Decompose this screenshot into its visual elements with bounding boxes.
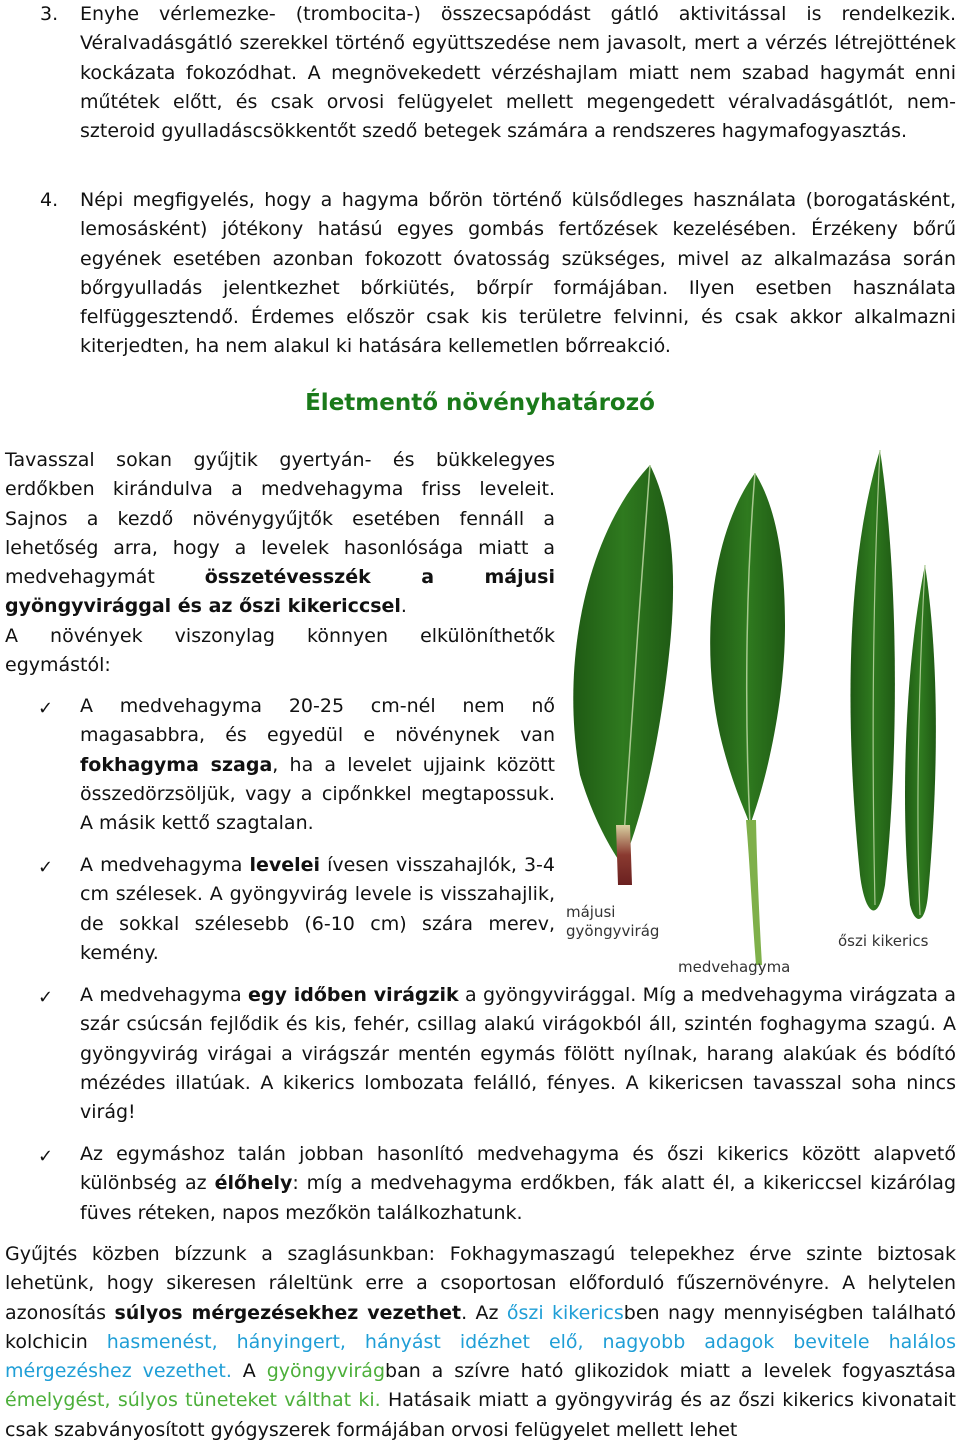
- lily-of-the-valley-stem: [616, 825, 632, 885]
- checkmark-icon: ✓: [38, 857, 54, 878]
- bullet-item: [0, 981, 956, 1127]
- label-lily-of-the-valley: májusi gyöngyvirág: [566, 903, 660, 940]
- autumn-crocus-leaf: [850, 450, 894, 910]
- bullet-text: Az egymáshoz talán jobban hasonlító medvehagyma és őszi kikerics között alapvető különbség az élőhely: míg a medvehagyma erdőkben, fák alatt él, a kikericcsel kizárólag füves réteken, napos mezőkön találkozhatunk.: [80, 1143, 957, 1224]
- intro-paragraph: Tavasszal sokan gyűjtik gyertyán- és bükkelegyes erdőkben kirándulva a medvehagyma friss leveleit. Sajnos a kezdő növénygyűjtők esetében fennáll a lehetőség arra, hogy a levelek hasonlósága miatt a medvehagymát összetévesszék a májusi gyöngyvirággal és az őszi kikericcsel.: [5, 449, 555, 618]
- label-autumn-crocus: őszi kikerics: [838, 932, 929, 950]
- plant-comparison-photo: [560, 445, 960, 990]
- bullet-item: [0, 851, 555, 968]
- lily-of-the-valley-leaf: [573, 465, 673, 865]
- autumn-crocus-leaf: [905, 565, 936, 919]
- bullet-text: A medvehagyma egy időben virágzik a gyöngyvirággal. Míg a medvehagyma virágzata a szár csúcsán fejlődik és kis, fehér, csillag alakú virágokból áll, szintén foghagyma szagú. A gyöngyvirág virágai a virágszár mentén egymás fölött nyílnak, harang alakúak és bódító mézédes illatúak. A kikerics lombozata felálló, fényes. A kikericsen tavasszal soha nincs virág!: [80, 984, 956, 1124]
- list-number: 3.: [40, 3, 59, 25]
- checkmark-icon: ✓: [38, 1146, 54, 1167]
- section-title: Életmentő növényhatározó: [305, 390, 655, 416]
- list-number: 4.: [40, 189, 59, 211]
- checkmark-icon: ✓: [38, 987, 54, 1008]
- list-item-4: [0, 186, 956, 362]
- intro-paragraph: A növények viszonylag könnyen elkülöníthetők egymástól:: [5, 624, 555, 677]
- bullet-item: [0, 1140, 956, 1228]
- bullet-text: A medvehagyma levelei ívesen visszahajlók, 3-4 cm szélesek. A gyöngyvirág levele is visszahajlik, de sokkal szélesebb (6-10 cm) szára merev, kemény.: [80, 854, 555, 964]
- closing-text: Gyűjtés közben bízzunk a szaglásunkban: Fokhagymaszagú telepekhez érve szinte biztosak lehetünk, hogy sikeresen ráleltünk erre a csoportosan előforduló fűszernövényre. A helytelen azonosítás súlyos mérgezésekhez vezethet. Az őszi kikericsben nagy mennyiségben található kolchicin hasmenést, hányingert, hányást idézhet elő, nagyobb adagok bevitele halálos mérgezéshez vezethet. A gyöngyvirágban a szívre ható glikozidok miatt a levelek fogyasztása émelygést, súlyos tüneteket válthat ki. Hatásaik miatt a gyöngyvirág és az őszi kikerics kivonatait csak szabványosított gyógyszerek formájában orvosi felügyelet mellett lehet: [5, 1243, 957, 1441]
- checkmark-icon: ✓: [38, 698, 54, 719]
- bullet-text: A medvehagyma 20-25 cm-nél nem nő magasabbra, és egyedül e növénynek van fokhagyma szaga, ha a levelet ujjaink között összedörzsöljük, vagy a cipőnkkel megtapossuk. A másik kettő szagtalan.: [80, 695, 555, 835]
- list-item-text: Enyhe vérlemezke- (trombocita-) összecsapódást gátló aktivitással is rendelkezik. Véralvadásgátló szerekkel történő együttszedése nem javasolt, mert a vérzés létrejöttének kockázata fokozódhat. A megnövekedett vérzéshajlam miatt nem szabad hagymát enni műtétek előtt, és csak orvosi felügyelet mellett megengedett véralvadásgátlót, nem-szteroid gyulladáscsökkentőt szedő betegek számára a rendszeres hagymafogyasztás.: [80, 3, 956, 143]
- label-wild-garlic: medvehagyma: [678, 958, 791, 976]
- intro-text: [5, 446, 555, 680]
- wild-garlic-stem: [746, 820, 762, 965]
- bullet-item: [0, 692, 555, 838]
- list-item-text: Népi megfigyelés, hogy a hagyma bőrön történő külsődleges használata (borogatásként, lemosásként) jótékony hatású egyes gombás fertőzések kezelésében. Érzékeny bőrű egyének esetében azonban fokozott óvatosság szükséges, mivel az alkalmazása során bőrgyulladás jelentkezhet bőrkiütés, bőrpír formájában. Ilyen esetben használata felfüggesztendő. Érdemes először csak kis területre felvinni, és csak akkor alkalmazni kiterjedten, ha nem alakul ki hatására kellemetlen bőrreakció.: [80, 189, 956, 358]
- list-item-3: [0, 0, 956, 146]
- closing-paragraph: [5, 1240, 956, 1445]
